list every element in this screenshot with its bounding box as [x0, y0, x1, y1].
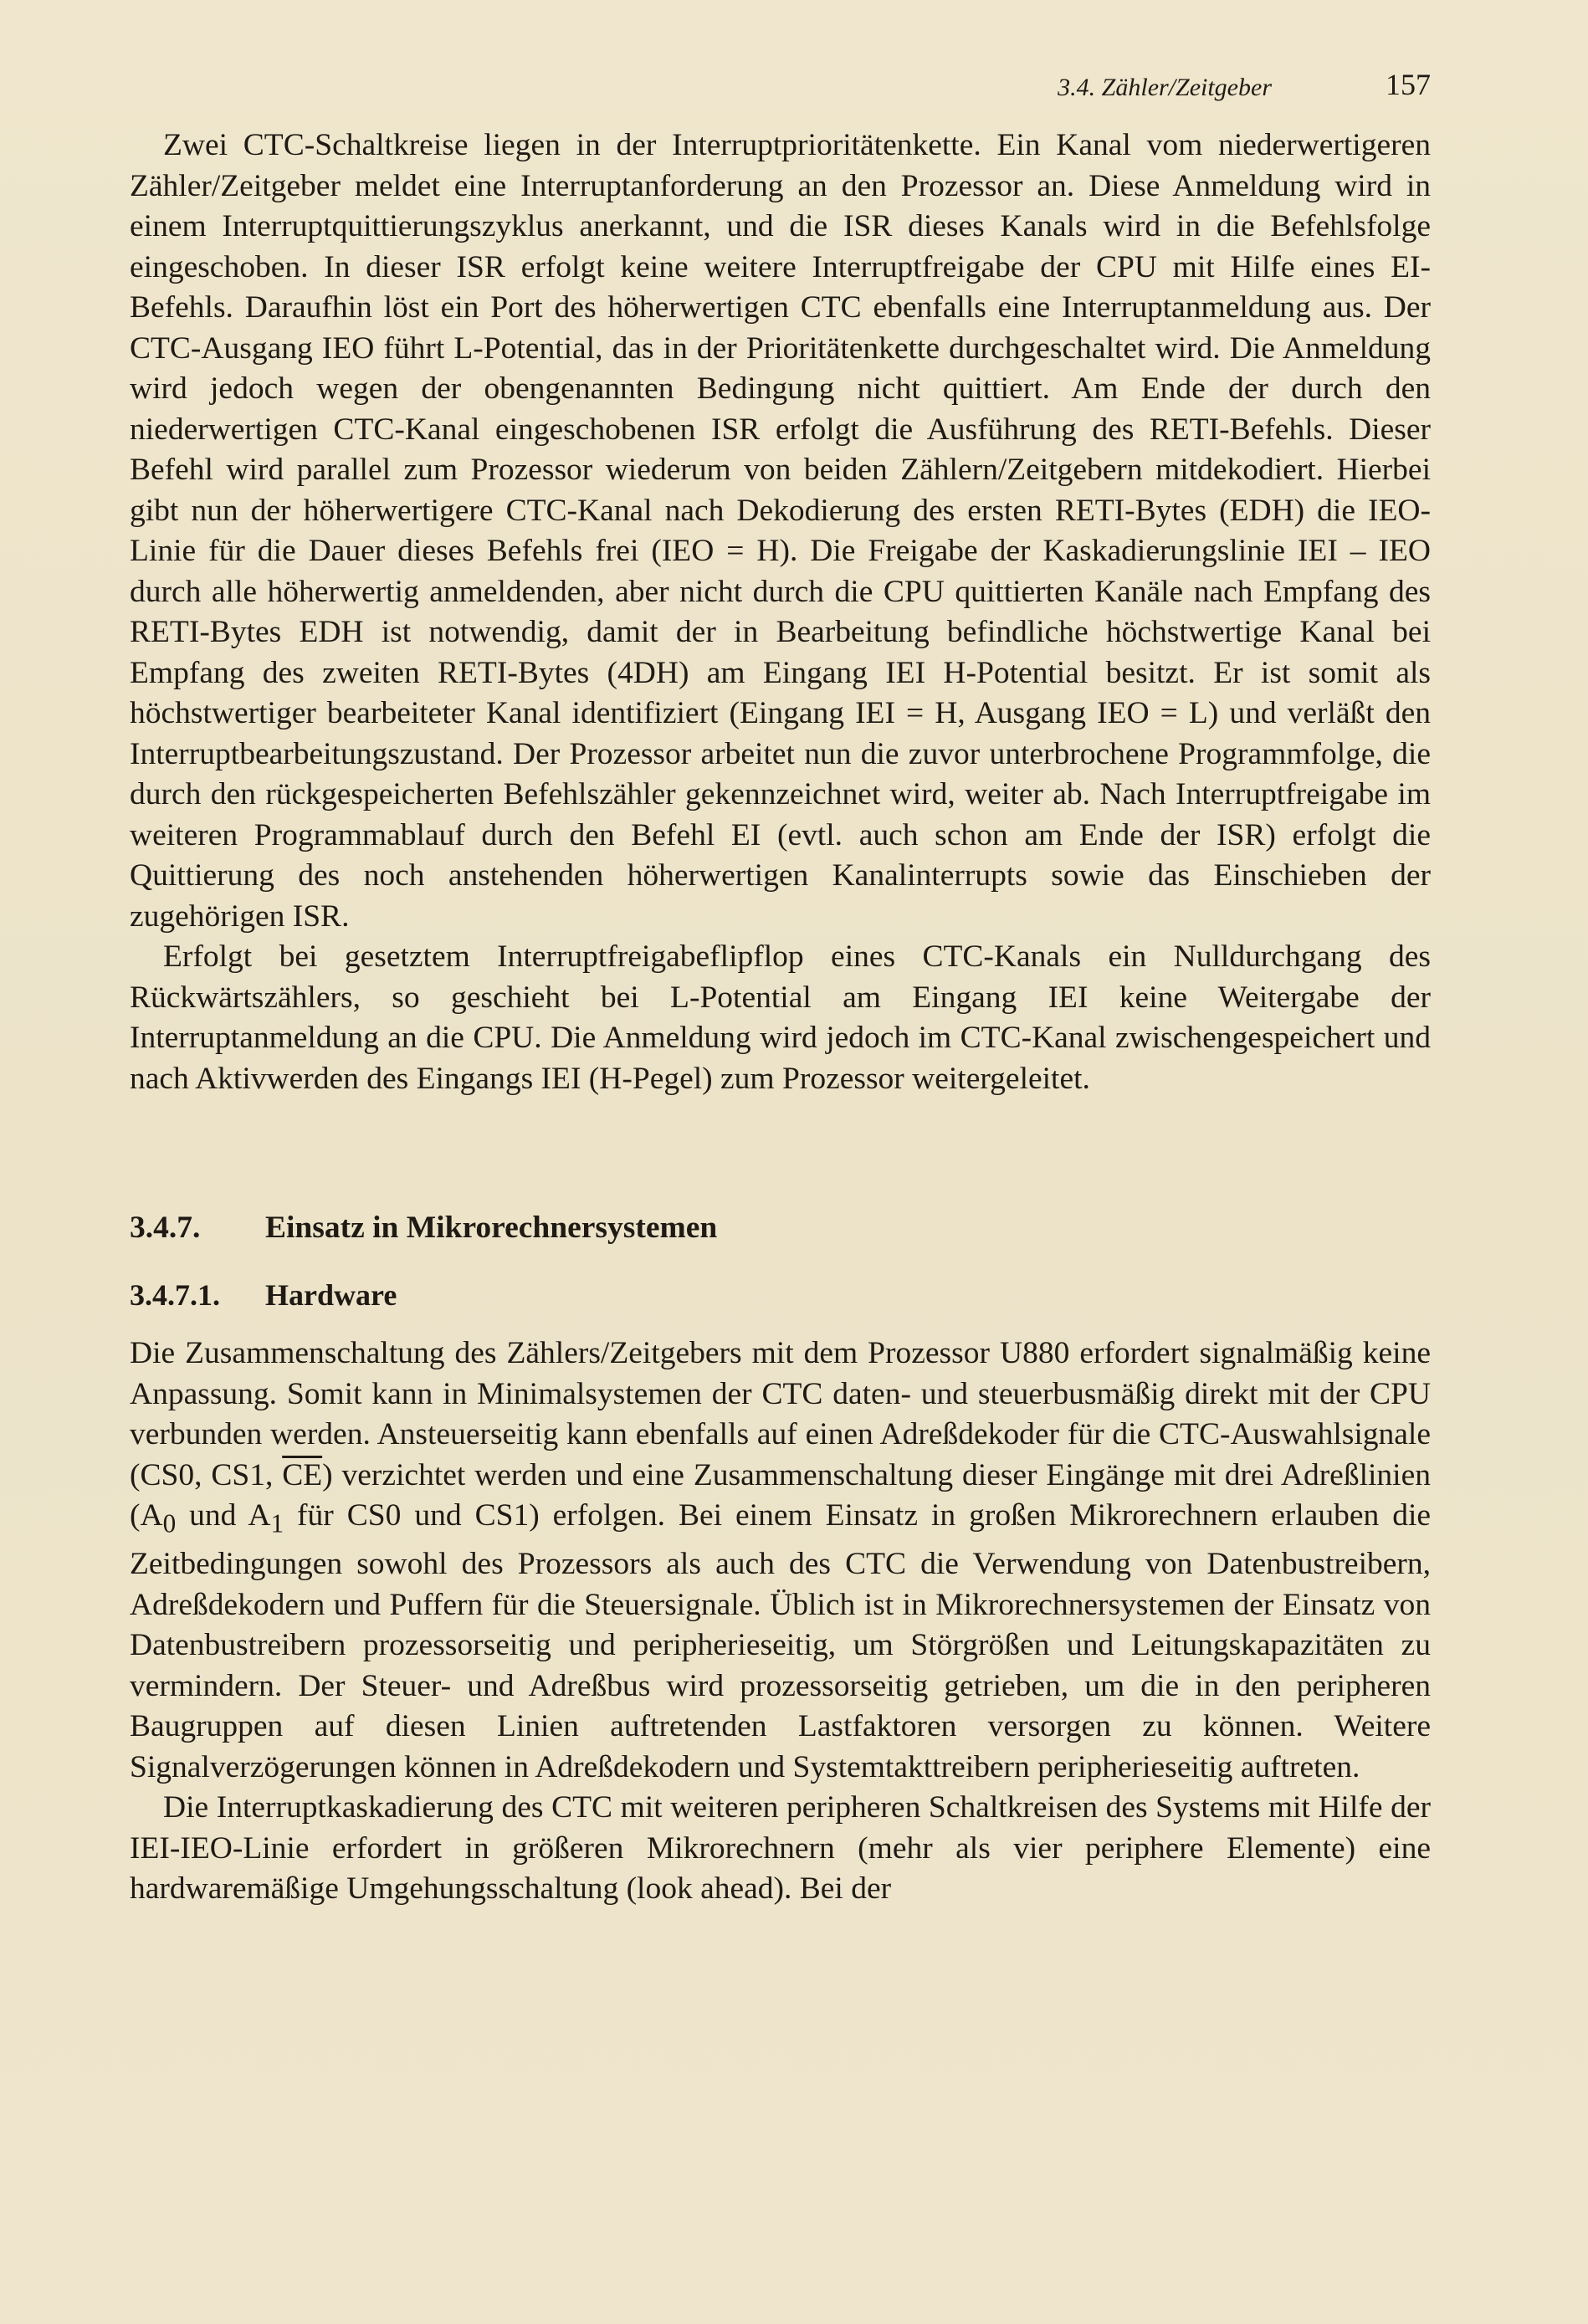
- paragraph-hardware: [130, 1333, 1431, 1788]
- ce-overline-signal: $\overline{CE}$: [282, 1457, 323, 1492]
- section-number: 3.4.7.: [130, 1211, 201, 1245]
- section-heading-3-4-7: [130, 1208, 1431, 1248]
- paragraph-interrupt-chain: Zwei CTC-Schaltkreise liegen in der Interruptprioritätenkette. Ein Kanal vom niederwertigeren Zähler/Zeitgeber meldet eine Interruptanforderung an den Prozessor an. Diese Anmeldung wird in einem Interruptquittierungszyklus anerkannt, und die ISR dieses Kanals wird in die Befehlsfolge eingeschoben. In dieser ISR erfolgt keine weitere Interruptfreigabe der CPU mit Hilfe eines EI-Befehls. Daraufhin löst ein Port des höherwertigen CTC ebenfalls eine Interruptanmeldung aus. Der CTC-Ausgang IEO führt L-Potential, das in der Prioritätenkette durchgeschaltet wird. Die Anmeldung wird jedoch wegen der obengenannten Bedingung nicht quittiert. Am Ende der durch den niederwertigen CTC-Kanal eingeschobenen ISR erfolgt die Ausführung des RETI-Befehls. Dieser Befehl wird parallel zum Prozessor wiederum von beiden Zählern/Zeitgebern mitdekodiert. Hierbei gibt nun der höherwertigere CTC-Kanal nach Dekodierung des ersten RETI-Bytes (EDH) die IEO-Linie für die Dauer dieses Befehls frei (IEO = H). Die Freigabe der Kaskadierungslinie IEI – IEO durch alle höherwertig anmeldenden, aber nicht durch die CPU quittierten Kanäle nach Empfang des RETI-Bytes EDH ist notwendig, damit der in Bearbeitung befindliche höchstwertige Kanal bei Empfang des zweiten RETI-Bytes (4DH) am Eingang IEI H-Potential besitzt. Er ist somit als höchstwertiger bearbeiteter Kanal identifiziert (Eingang IEI = H, Ausgang IEO = L) und verläßt den Interruptbearbeitungszustand. Der Prozessor arbeitet nun die zuvor unterbrochene Programmfolge, die durch den rückgespeicherten Befehlszähler gekennzeichnet wird, weiter ab. Nach Interruptfreigabe im weiteren Programmablauf durch den Befehl EI (evtl. auch schon am Ende der ISR) erfolgt die Quittierung des noch anstehenden höherwertigen Kanalinterrupts sowie das Einschieben der zugehörigen ISR.: [130, 128, 1431, 934]
- subsection-number: 3.4.7.1.: [130, 1278, 220, 1312]
- subscript-0: 0: [162, 1508, 177, 1538]
- section-title: Einsatz in Mikrorechnersystemen: [265, 1211, 718, 1245]
- subscript-1: 1: [270, 1508, 284, 1538]
- page-number: 157: [1386, 68, 1431, 101]
- running-head: [130, 67, 1431, 109]
- paragraph-interrupt-cascading: Die Interruptkaskadierung des CTC mit weiteren peripheren Schaltkreisen des Systems mit Hilfe der IEI-IEO-Linie erfordert in größeren Mikrorechnern (mehr als vier periphere Elemente) eine hardwaremäßige Umgehungsschaltung (look ahead). Bei der: [130, 1790, 1431, 1906]
- body-text: [130, 125, 1431, 1910]
- text-run: ) verzichtet werden und eine Zusammenschaltung dieser Eingänge mit drei Adreßlinien (A: [130, 1457, 1431, 1533]
- text-run: und A: [176, 1498, 271, 1533]
- subsection-title: Hardware: [265, 1278, 397, 1312]
- text-run: für CS0 und CS1) erfolgen. Bei einem Einsatz in großen Mikrorechnern erlauben die Zeitbedingungen sowohl des Prozessors als auch des CTC die Verwendung von Datenbustreibern, Adreßdekodern und Puffern für die Steuersignale. Üblich ist in Mikrorechnersystemen der Einsatz von Datenbustreibern prozessorseitig und peripherieseitig, um Störgrößen und Leitungskapazitäten zu vermindern. Der Steuer- und Adreßbus wird prozessorseitig getrieben, um die in den peripheren Baugruppen auf diesen Linien auftretenden Lastfaktoren versorgen zu können. Weitere Signalverzögerungen können in Adreßdekodern und Systemtakttreibern peripherieseitig auftreten.: [130, 1498, 1432, 1784]
- text-run: Die Zusammenschaltung des Zählers/Zeitgebers mit dem Prozessor U880 erfordert signalmäßig keine Anpassung. Somit kann in Minimalsystemen der CTC daten- und steuerbusmäßig direkt mit der CPU verbunden werden. Ansteuerseitig kann ebenfalls auf einen Adreßdekoder für die CTC-Auswahlsignale (CS0, CS1,: [130, 1336, 1431, 1492]
- paragraph-zero-crossing: Erfolgt bei gesetztem Interruptfreigabeflipflop eines CTC-Kanals ein Nulldurchgang des Rückwärtszählers, so geschieht bei L-Potential am Eingang IEI keine Weitergabe der Interruptanmeldung an die CPU. Die Anmeldung wird jedoch im CTC-Kanal zwischengespeichert und nach Aktivwerden des Eingangs IEI (H-Pegel) zum Prozessor weitergeleitet.: [130, 939, 1431, 1096]
- running-title: 3.4. Zähler/Zeitgeber: [1058, 74, 1272, 101]
- section-heading-3-4-7-1: [130, 1275, 1431, 1315]
